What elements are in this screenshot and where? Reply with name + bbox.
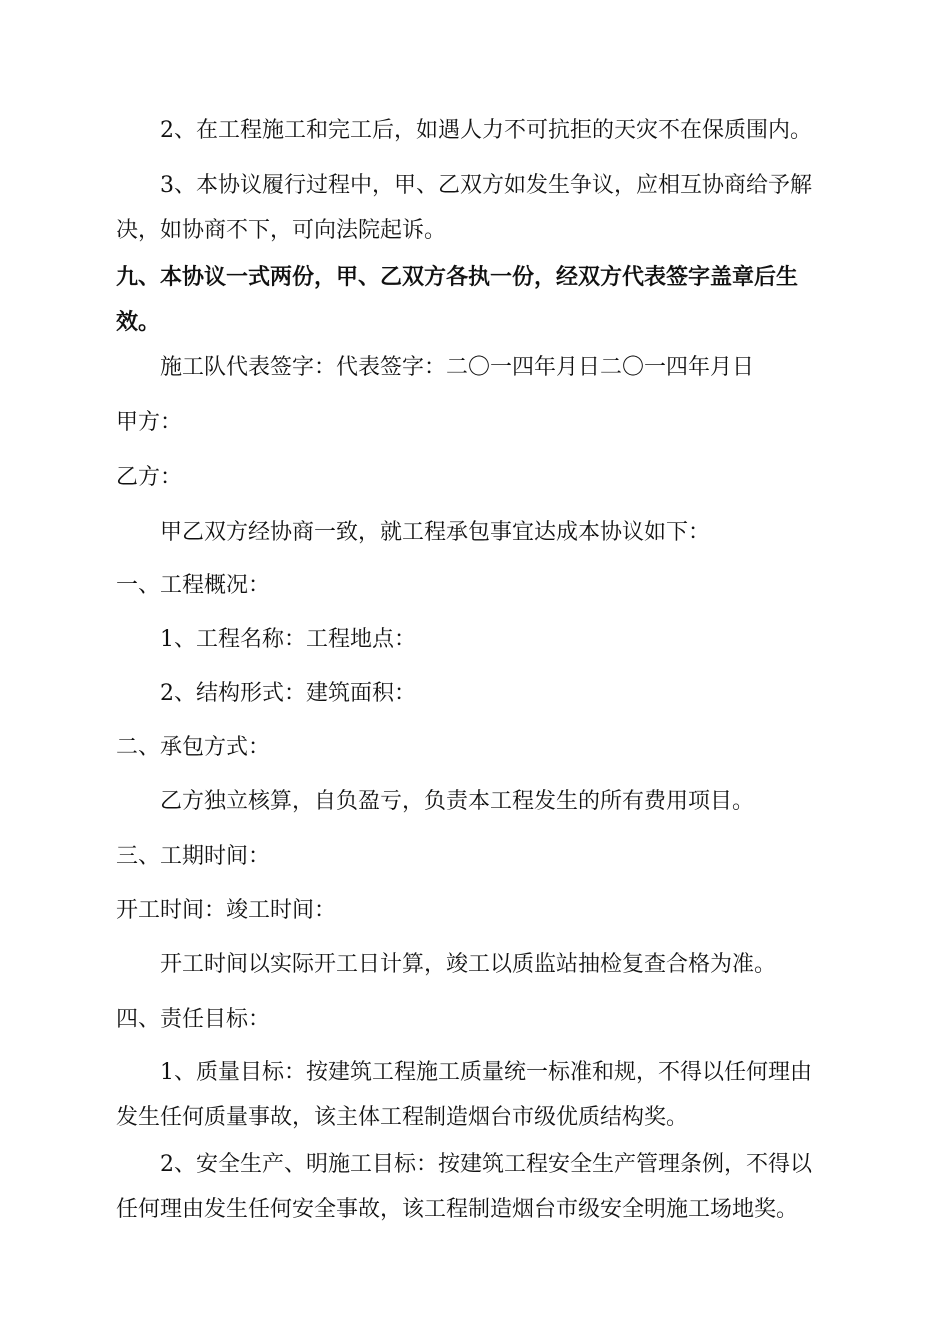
quality-target: 1、质量目标：按建筑工程施工质量统一标准和规，不得以任何理由发生任何质量事故，该主体工程制造烟台市级优质结构奖。 — [116, 1060, 812, 1130]
clause-3-dispute: 3、本协议履行过程中，甲、乙双方如发生争议，应相互协商给予解决，如协商不下，可向法院起诉。 — [116, 173, 812, 243]
clause-2-force-majeure: 2、在工程施工和完工后，如遇人力不可抗拒的天灾不在保质围内。 — [160, 118, 812, 143]
section-2-heading: 二、承包方式： — [116, 735, 271, 760]
agreement-intro: 甲乙双方经协商一致，就工程承包事宜达成本协议如下： — [160, 520, 711, 545]
section-1-heading: 一、工程概况： — [116, 573, 271, 598]
section-3-heading: 三、工期时间： — [116, 844, 271, 869]
project-name-location: 1、工程名称：工程地点： — [160, 627, 416, 652]
structure-area: 2、结构形式：建筑面积： — [160, 681, 416, 706]
time-calculation-text: 开工时间以实际开工日计算，竣工以质监站抽检复查合格为准。 — [160, 952, 777, 977]
party-a-label: 甲方： — [116, 410, 183, 435]
party-b-label: 乙方： — [116, 465, 183, 490]
safety-target: 2、安全生产、明施工目标：按建筑工程安全生产管理条例，不得以任何理由发生任何安全事故，该工程制造烟台市级安全明施工场地奖。 — [116, 1152, 812, 1222]
section-4-heading: 四、责任目标： — [116, 1007, 271, 1032]
section-9-heading: 九、本协议一式两份，甲、乙双方各执一份，经双方代表签字盖章后生效。 — [116, 264, 799, 335]
contract-method-text: 乙方独立核算，自负盈亏，负责本工程发生的所有费用项目。 — [160, 789, 755, 814]
signature-line: 施工队代表签字：代表签字：二〇一四年月日二〇一四年月日 — [160, 355, 755, 380]
start-end-time: 开工时间：竣工时间： — [116, 898, 337, 923]
